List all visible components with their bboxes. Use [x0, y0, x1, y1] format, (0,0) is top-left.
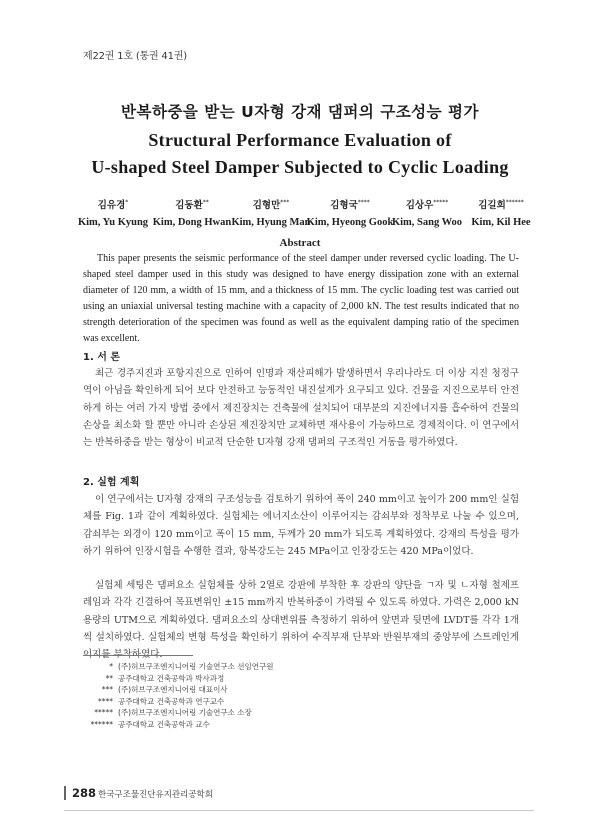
author-mark: ******	[505, 198, 524, 206]
footnote-mark: ***	[101, 685, 113, 695]
footnote-text: 공주대학교 건축공학과 연구교수	[118, 696, 225, 706]
author-name-ko: 김상우	[405, 200, 434, 211]
journal-name: 한국구조물진단유지관리공학회	[98, 790, 213, 800]
author-mark: ***	[280, 198, 290, 206]
footnote	[68, 719, 274, 731]
footnote-mark: *	[109, 662, 113, 671]
footnote-list	[68, 661, 274, 731]
footnote-mark: ******	[90, 719, 113, 729]
footnote-text: (주)허브구조엔지니어링 대표이사	[118, 685, 228, 695]
korean-title: 반복하중을 받는 U자형 강재 댐퍼의 구조성능 평가	[121, 103, 479, 121]
author-name-ko: 김형만	[252, 200, 281, 211]
footnote	[68, 673, 274, 685]
author-6	[456, 197, 546, 228]
abstract-text: This paper presents the seismic performance of the steel damper under reversed cyclic loading. The U-shaped steel damper used in this study was designed to have energy dissipation zone with an external diameter of 120 mm, a width of 15 mm, and a thickness of 15 mm. The cyclic loading test was carried out using an uniaxial universal testing machine with a capacity of 2,000 kN. The test results indicated that no strength deterioration of the specimen was found as well as the equivalent damping ratio of the specimen was excellent.	[83, 253, 519, 344]
author-mark: *	[125, 198, 129, 206]
footnote	[68, 696, 274, 708]
author-3	[226, 197, 316, 228]
footnote-divider	[83, 655, 193, 656]
footnote	[68, 661, 274, 673]
footnote-text: 공주대학교 건축공학과 교수	[118, 719, 210, 729]
author-name-ko: 김동환	[175, 200, 203, 211]
author-2	[147, 197, 237, 228]
english-title-line2: U-shaped Steel Damper Subjected to Cyclic Loading	[91, 157, 509, 177]
footnote-text: (주)허브구조엔지니어링 기술연구소 선임연구원	[118, 662, 274, 671]
author-name-en: Kim, Sang Woo	[391, 217, 463, 228]
english-title-line1: Structural Performance Evaluation of	[148, 130, 452, 150]
footnote-mark: *****	[94, 708, 113, 718]
page-number: 288	[72, 786, 97, 800]
author-name-en: Kim, Kil Hee	[471, 217, 531, 228]
author-name-ko: 김형국	[330, 200, 358, 211]
footnote-mark: ****	[98, 696, 113, 706]
author-mark: *****	[433, 198, 449, 206]
footnote	[68, 684, 274, 696]
section-heading-intro: 1. 서 론	[83, 352, 121, 363]
bottom-divider	[64, 810, 534, 811]
footnote	[68, 707, 274, 719]
abstract-heading: Abstract	[279, 237, 321, 249]
section-heading-test: 2. 실험 계획	[83, 477, 140, 488]
test-paragraph-1: 이 연구에서는 U자형 강재의 구조성능을 검토하기 위하여 폭이 240 mm이고 높이가 200 mm인 실험체를 Fig. 1과 같이 계획하였다. 실험체는 에너지소산이 이루어지는 감쇠부와 정착부로 나눌 수 있으며, 감쇠부는 외경이 120 mm이고 폭이 15 mm, 두께가 20 mm가 되도록 계획하였다. 강재의 특성을 평가하기 위하여 인장시험을 수행한 결과, 항복강도는 245 MPa이고 인장강도는 420 MPa이었다.	[83, 494, 519, 557]
author-name-en: Kim, Dong Hwan	[152, 217, 232, 228]
volume-info: 제22권 1호 (통권 41권)	[83, 51, 187, 62]
footnote-text: 공주대학교 건축공학과 박사과정	[118, 673, 225, 683]
footnote-mark: **	[105, 673, 113, 683]
intro-paragraph: 최근 경주지진과 포항지진으로 인하여 인명과 재산피해가 발생하면서 우리나라도 더 이상 지진 청정구역이 아님을 확인하게 되어 보다 안전하고 능동적인 내진설계가 요구되고 있다. 건물을 지진으로부터 안전하게 하는 여러 가지 방법 중에서 제진장치는 건축물에 설치되어 대부분의 지진에너지를 흡수하여 건물의 손상을 최소화 할 뿐만 아니라 손상된 제진장치만 교체하면 재사용이 가능하므로 경제적이다. 이 연구에서는 반복하중을 받는 형상이 비교적 단순한 U자형 강재 댐퍼의 구조적인 거동을 평가하였다.	[83, 368, 519, 449]
footer-bar	[64, 786, 66, 800]
author-mark: **	[202, 198, 209, 206]
author-name-en: Kim, Hyung Man	[231, 217, 311, 228]
author-1	[68, 197, 158, 228]
footnote-text: (주)허브구조엔지니어링 기술연구소 소장	[118, 708, 252, 718]
test-paragraph-2: 실험체 세팅은 댐퍼요소 실험체를 상하 2열로 강판에 부착한 후 강판의 양단을 ㄱ자 및 ㄴ자형 철제프레임과 각각 긴결하여 목표변위인 ±15 mm까지 반복하중이 가력될 수 있도록 하였다. 가력은 2,000 kN 용량의 UTM으로 계획하였다. 댐퍼요소의 상대변위를 측정하기 위하여 앞면과 뒷면에 LVDT를 각각 1개씩 설치하였다. 실험체의 변형 특성을 확인하기 위하여 수직부재 단부와 반원부재의 중앙부에 스트레인게이지를 부착하였다.	[83, 580, 519, 661]
author-name-ko: 김길희	[478, 200, 506, 211]
author-name-en: Kim, Hyeong Gook	[306, 217, 394, 228]
author-mark: ****	[357, 198, 370, 206]
author-name-ko: 김유경	[97, 200, 126, 211]
author-name-en: Kim, Yu Kyung	[77, 217, 149, 228]
